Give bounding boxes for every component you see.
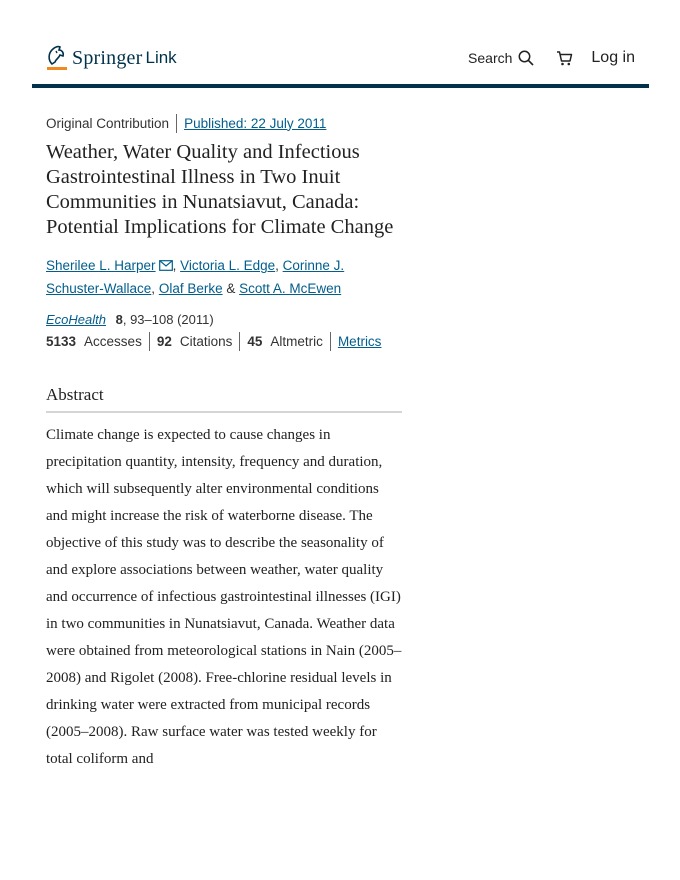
journal-pages-year: 93–108 (2011) (130, 312, 214, 327)
author-link[interactable]: Scott A. McEwen (239, 281, 342, 296)
article-metrics (46, 332, 402, 351)
divider (239, 332, 240, 351)
logo-primary-text: Springer (72, 46, 143, 69)
author-link[interactable]: Corinne J. Schuster-Wallace (46, 258, 345, 296)
divider (176, 114, 177, 133)
login-link[interactable]: Log in (591, 49, 635, 66)
accesses-label: Accesses (84, 334, 142, 349)
search-icon (518, 50, 534, 66)
author-link[interactable]: Victoria L. Edge (180, 258, 276, 273)
journal-citation: EcoHealth 8, 93–108 (2011) (46, 312, 214, 327)
mail-icon[interactable] (159, 260, 173, 271)
logo-secondary-text: Link (145, 48, 177, 67)
abstract-text: Climate change is expected to cause changes in precipitation quantity, intensity, frequency and duration, which will subsequently alter environmental conditions and might increase the risk of waterborne disease. The objective of this study was to describe the seasonality of and explore associations between weather, water quality and occurrence of infectious gastrointestinal illnesses (IGI) in two communities in Nunatsiavut, Canada. Weather data were obtained from meteorological stations in Nain (2005–2008) and Rigolet (2008). Free-chlorine residual levels in drinking water were extracted from municipal records (2005–2008). Raw surface water was tested weekly for total coliform and (46, 427, 402, 767)
author-list: Sherilee L. Harper , Victoria L. Edge, Corinne J. Schuster-Wallace, Olaf Berke & Scott A. McEwen (46, 258, 345, 296)
site-header (32, 38, 649, 88)
citations-label: Citations (179, 334, 233, 349)
accesses-count: 5133 (46, 334, 77, 349)
altmetric-label: Altmetric (270, 334, 323, 349)
header-nav (468, 49, 635, 67)
journal-link[interactable]: EcoHealth (46, 312, 106, 327)
article-main (46, 114, 402, 773)
journal-volume: 8 (115, 312, 123, 327)
springer-horse-icon (44, 44, 70, 72)
article-title: Weather, Water Quality and Infectious Gastrointestinal Illness in Two Inuit Communities in Nunatsiavut, Canada: Potential Implications for Climate Change (46, 141, 394, 238)
springer-link-logo[interactable] (44, 44, 177, 72)
search-button[interactable] (468, 50, 534, 66)
author-link[interactable]: Sherilee L. Harper (46, 258, 156, 273)
abstract-heading: Abstract (46, 385, 402, 413)
cart-icon (556, 50, 573, 66)
altmetric-count: 45 (247, 334, 263, 349)
article-meta (46, 114, 402, 132)
divider (149, 332, 150, 351)
author-link[interactable]: Olaf Berke (158, 281, 223, 296)
search-label: Search (468, 50, 513, 66)
article-type: Original Contribution (46, 115, 170, 131)
cart-button[interactable] (556, 50, 573, 66)
metrics-link[interactable]: Metrics (337, 334, 382, 349)
citations-count: 92 (156, 334, 172, 349)
divider (330, 332, 331, 351)
published-date-link[interactable]: Published: 22 July 2011 (184, 115, 327, 131)
